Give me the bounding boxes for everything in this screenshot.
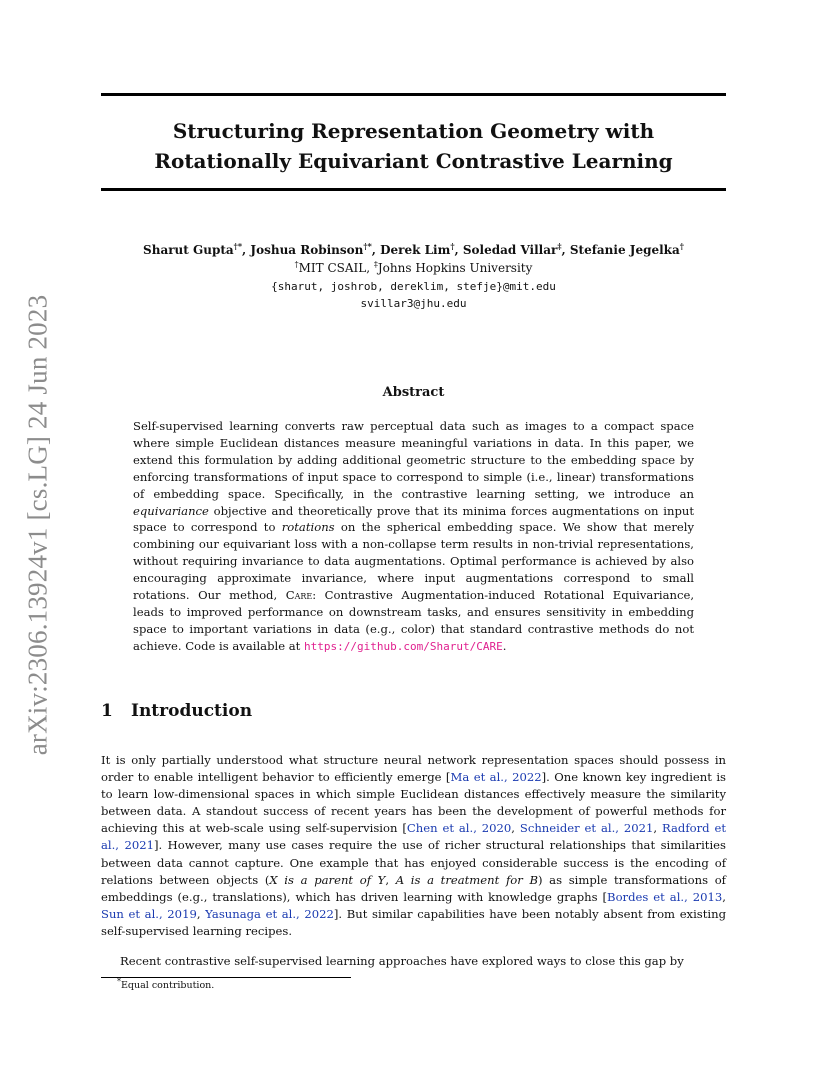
author-mark: † <box>450 241 455 251</box>
section-number: 1 <box>101 701 113 721</box>
method-name: Care <box>285 588 313 603</box>
intro-text: ]. One known key ingredient is to learn low-dimensional spaces in which simple Euclidean distances effectively measure the similarity between data. A standout success of recent years has been the development of powerful methods for achieving this at web-scale using self-supervision [ <box>101 770 726 836</box>
affiliation-jhu: Johns Hopkins University <box>377 261 533 275</box>
citation-separator: , <box>653 821 662 836</box>
citation-link[interactable]: Schneider et al., 2021 <box>519 821 654 836</box>
citation-link[interactable]: Sun et al., 2019 <box>101 906 197 921</box>
footnote-rule <box>101 977 351 978</box>
affiliation-mark: † <box>294 260 299 269</box>
abstract-emphasis: rotations <box>281 520 335 535</box>
title-line-2: Rotationally Equivariant Contrastive Learning <box>154 149 673 173</box>
citation-separator: , <box>196 906 206 921</box>
section-title: Introduction <box>131 701 253 721</box>
title-bottom-rule <box>101 188 726 191</box>
citation-link[interactable]: Bordes et al., 2013 <box>607 889 723 904</box>
intro-separator: , <box>385 872 396 887</box>
author-mark: †* <box>363 241 372 251</box>
intro-paragraph-2: Recent contrastive self-supervised learning approaches have explored ways to close this gap by <box>120 954 684 968</box>
abstract-text: Self-supervised learning converts raw perceptual data such as images to a compact space where simple Euclidean distances measure meaningful variations in data. In this paper, we extend this formulation by adding additional geometric structure to the embedding space by enforcing transformations of input space to correspond to simple (i.e., linear) transformations of embedding space. Specifically, in the contrastive learning setting, we introduce an <box>133 419 694 501</box>
title-top-rule <box>101 93 726 96</box>
email-line-1: {sharut, joshrob, dereklim, stefje}@mit.edu <box>271 280 556 293</box>
abstract-emphasis: equivariance <box>133 503 209 518</box>
citation-link[interactable]: Ma et al., 2022 <box>450 770 542 785</box>
citation-link[interactable]: Chen et al., 2020 <box>406 821 512 836</box>
footnote-mark: * <box>117 976 121 986</box>
author-name: Derek Lim <box>380 243 451 257</box>
intro-emphasis: X is a parent of Y <box>269 872 386 887</box>
intro-emphasis: A is a treatment for B <box>395 872 538 887</box>
arxiv-identifier: arXiv:2306.13924v1 [cs.LG] 24 Jun 2023 <box>22 294 53 756</box>
author-mark: † <box>679 241 684 251</box>
author-mark: ‡ <box>557 241 562 251</box>
paper-title <box>101 116 726 176</box>
abstract-heading: Abstract <box>382 385 445 400</box>
code-link[interactable]: https://github.com/Sharut/CARE <box>304 639 503 653</box>
abstract-body <box>133 418 694 656</box>
citation-separator: , <box>511 821 520 836</box>
abstract-text: . <box>502 638 507 653</box>
abstract-text: on the spherical embedding space. We show that merely combining our equivariant loss with a non-collapse term results in non-trivial representations, without requiring invariance to data augmentations. Optimal performance is achieved by also encouraging approximate invariance, where input augmentations correspond to small rotations. Our method, <box>133 520 694 603</box>
affiliation-mit: MIT CSAIL, <box>298 261 374 275</box>
email-line-2: svillar3@jhu.edu <box>360 297 467 310</box>
affiliations <box>101 261 726 275</box>
intro-text: ) as simple transformations of embeddings (e.g., translations), which has driven learning with knowledge graphs [ <box>101 872 726 904</box>
author-mark: †* <box>233 241 243 251</box>
abstract-text: objective and theoretically prove that its minima forces augmentations on input space to correspond to <box>133 503 694 535</box>
author-name: Joshua Robinson <box>250 243 364 257</box>
footnote <box>117 976 215 991</box>
abstract-text: : Contrastive Augmentation-induced Rotational Equivariance, leads to improved performance on downstream tasks, and ensures sensitivity in embedding space to important variations in data (e.g., color) that standard contrastive methods do not achieve. Code is available at <box>133 588 695 653</box>
arxiv-sidebar <box>8 290 68 760</box>
author-name: Sharut Gupta <box>143 243 234 257</box>
footnote-text: Equal contribution. <box>121 980 215 991</box>
citation-link[interactable]: Radford et al., 2021 <box>101 821 726 853</box>
citation-separator: , <box>722 889 726 904</box>
citation-link[interactable]: Yasunaga et al., 2022 <box>205 906 334 921</box>
intro-text: ]. However, many use cases require the use of richer structural relationships that similarities between data cannot capture. One example that has enjoyed considerable success is the encoding of relations between objects ( <box>101 838 726 887</box>
author-name: Soledad Villar <box>462 243 558 257</box>
author-list: Sharut Gupta†*, Joshua Robinson†*, Derek Lim†, Soledad Villar‡, Stefanie Jegelka† <box>143 241 684 257</box>
intro-text: It is only partially understood what structure neural network representation spaces should possess in order to enable intelligent behavior to efficiently emerge [ <box>101 753 726 785</box>
affiliation-mark: ‡ <box>373 260 378 269</box>
title-line-1: Structuring Representation Geometry with <box>172 119 655 143</box>
section-heading <box>101 701 252 721</box>
author-name: Stefanie Jegelka <box>569 243 680 257</box>
intro-paragraph-1 <box>101 752 726 940</box>
intro-text: ]. But similar capabilities have been notably absent from existing self-supervised learning recipes. <box>101 906 727 938</box>
